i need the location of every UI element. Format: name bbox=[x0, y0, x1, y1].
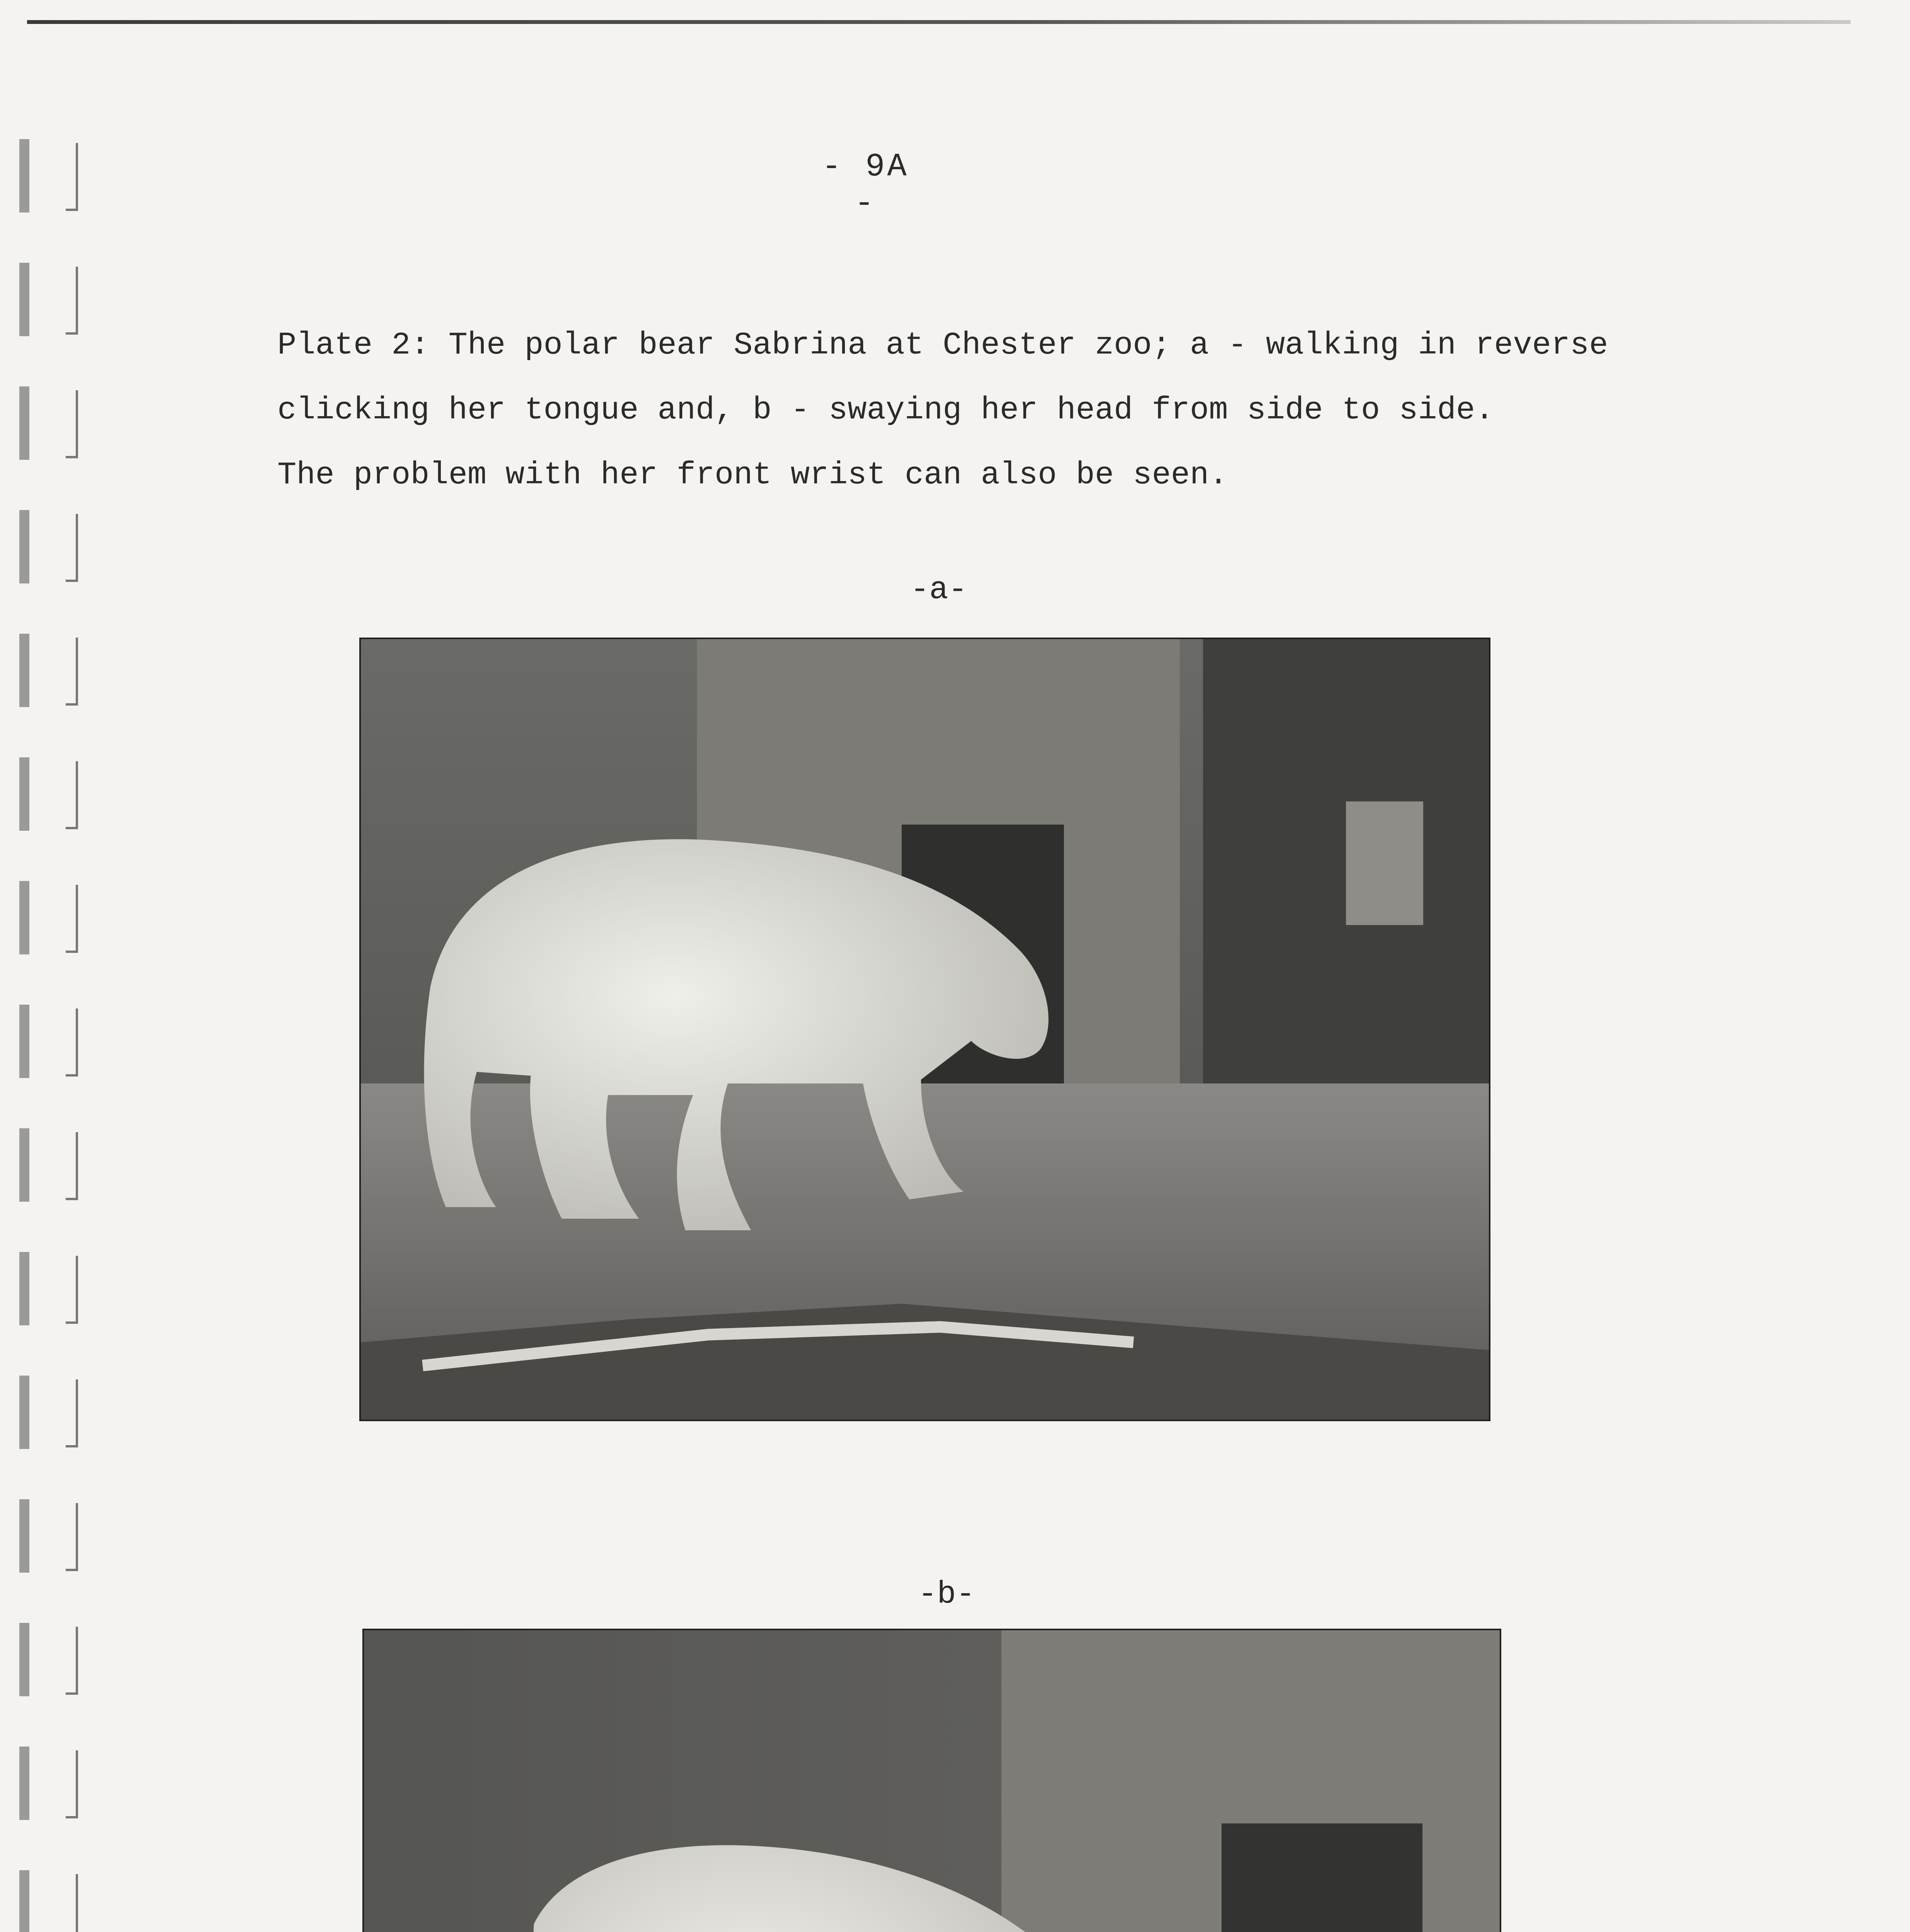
plate-caption bbox=[277, 313, 1630, 508]
binding-coil bbox=[15, 750, 89, 835]
binding-coil bbox=[15, 626, 89, 711]
binding-coil bbox=[15, 1739, 89, 1824]
binding-coil bbox=[15, 255, 89, 340]
binding-coil bbox=[15, 1862, 89, 1932]
page-number: - 9A - bbox=[822, 149, 909, 222]
binding-coil bbox=[15, 379, 89, 464]
binding-coil bbox=[15, 1492, 89, 1577]
photo-a-label: -a- bbox=[910, 572, 967, 608]
caption-line: clicking her tongue and, b - swaying her head from side to side. bbox=[277, 392, 1494, 428]
scan-top-edge bbox=[27, 20, 1851, 24]
binding-coil bbox=[15, 997, 89, 1082]
caption-line: Plate 2: The polar bear Sabrina at Chester zoo; a - walking in reverse bbox=[277, 327, 1608, 363]
polar-bear-photo-a bbox=[359, 638, 1490, 1421]
binding-coil bbox=[15, 1368, 89, 1453]
caption-line: The problem with her front wrist can also be seen. bbox=[277, 457, 1228, 493]
binding-coil bbox=[15, 1121, 89, 1206]
binding-coil bbox=[15, 873, 89, 958]
binding-coil bbox=[15, 131, 89, 216]
binding-coil bbox=[15, 1244, 89, 1329]
polar-bear-photo-b bbox=[362, 1629, 1501, 1932]
spiral-binding bbox=[0, 31, 93, 1932]
binding-coil bbox=[15, 1615, 89, 1700]
binding-coil bbox=[15, 502, 89, 587]
photo-b-label: -b- bbox=[918, 1577, 975, 1612]
